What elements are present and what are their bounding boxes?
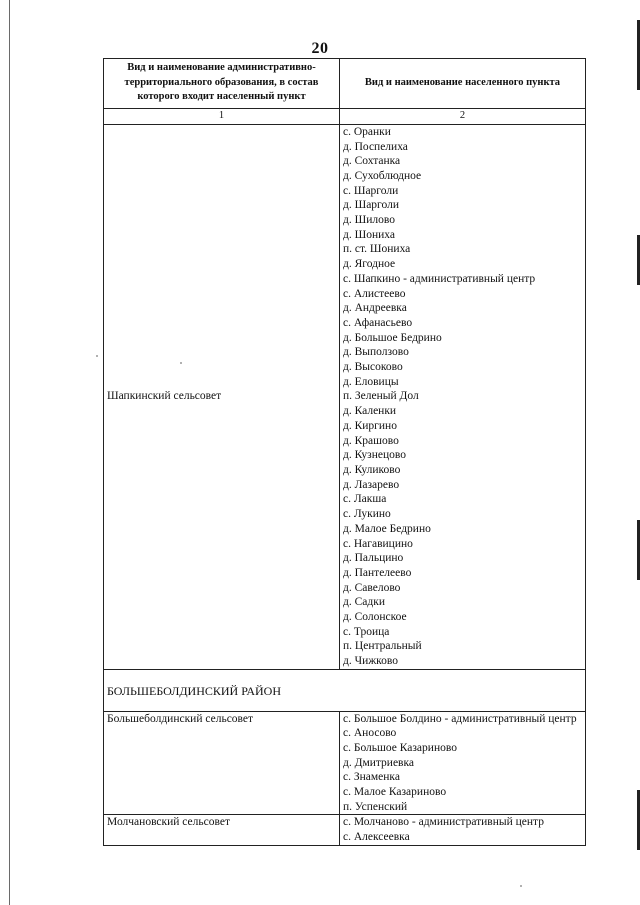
table-row [104,124,586,669]
settlements-table [103,58,586,846]
column-number-2: 2 [340,109,586,125]
list-item: д. Андреевка [343,302,407,315]
list-item: д. Поспелиха [343,140,408,153]
list-item: с. Оранки [343,125,391,138]
list-item: п. Зеленый Дол [343,390,419,403]
list-item: с. Алистеево [343,287,406,300]
list-item: д. Киргино [343,419,397,432]
list-item: д. Садки [343,596,385,609]
places-list [343,815,582,844]
table-row [104,815,586,845]
column-number-row [104,109,586,125]
places-cell [340,711,586,815]
page-number: 20 [311,40,329,57]
list-item: д. Сухоблюдное [343,169,422,182]
list-item: д. Кузнецово [343,449,406,462]
list-item: д. Лазарево [343,478,400,491]
list-item: д. Выползово [343,346,409,359]
header-col1: Вид и наименование административно-территориального образования, в состав которого входит населенный пункт [104,59,340,109]
places-list [343,125,582,669]
list-item: д. Савелово [343,581,401,594]
list-item: с. Шапкино - административный центр [343,272,536,285]
municipality-name: Большеболдинский сельсовет [107,712,254,725]
list-item: д. Большое Бедрино [343,331,442,344]
table-header-row [104,59,586,109]
list-item: д. Малое Бедрино [343,522,431,535]
municipality-name: Молчановский сельсовет [107,816,230,829]
region-heading: БОЛЬШЕБОЛДИНСКИЙ РАЙОН [104,669,586,711]
scan-speck [520,885,522,887]
list-item: д. Шониха [343,228,395,241]
list-item: п. Центральный [343,640,422,653]
list-item: д. Пантелеево [343,566,412,579]
list-item: д. Солонское [343,611,407,624]
list-item: с. Лукино [343,508,391,521]
list-item: д. Крашово [343,434,399,447]
list-item: с. Малое Казариново [343,786,447,799]
list-item: д. Высоково [343,361,403,374]
list-item: д. Чижково [343,655,399,668]
list-item: с. Троица [343,625,390,638]
municipality-cell [104,815,340,845]
list-item: с. Молчаново - административный центр [343,816,544,829]
places-cell [340,815,586,845]
list-item: с. Лакша [343,493,387,506]
list-item: д. Шарголи [343,199,399,212]
list-item: п. ст. Шониха [343,243,411,256]
column-number-1: 1 [104,109,340,125]
list-item: с. Большое Болдино - административный центр [343,712,577,725]
scan-margin-line [9,0,10,905]
list-item: д. Шилово [343,214,395,227]
region-row [104,669,586,711]
list-item: с. Нагавицино [343,537,413,550]
list-item: п. Успенский [343,800,408,813]
municipality-cell [104,711,340,815]
list-item: с. Шарголи [343,184,399,197]
list-item: с. Афанасьево [343,316,413,329]
list-item: д. Пальцино [343,552,404,565]
municipality-cell [104,124,340,669]
places-cell [340,124,586,669]
list-item: д. Еловицы [343,375,399,388]
scan-speck [96,355,98,357]
list-item: д. Дмитриевка [343,756,414,769]
list-item: с. Аносово [343,727,397,740]
places-list [343,712,582,815]
municipality-name: Шапкинский сельсовет [107,390,222,403]
list-item: д. Каленки [343,405,397,418]
list-item: д. Куликово [343,463,401,476]
table-row [104,711,586,815]
list-item: с. Большое Казариново [343,741,457,754]
list-item: д. Сохтанка [343,155,401,168]
list-item: с. Алексеевка [343,831,410,844]
list-item: с. Знаменка [343,771,400,784]
list-item: д. Ягодное [343,258,396,271]
header-col2: Вид и наименование населенного пункта [340,59,586,109]
